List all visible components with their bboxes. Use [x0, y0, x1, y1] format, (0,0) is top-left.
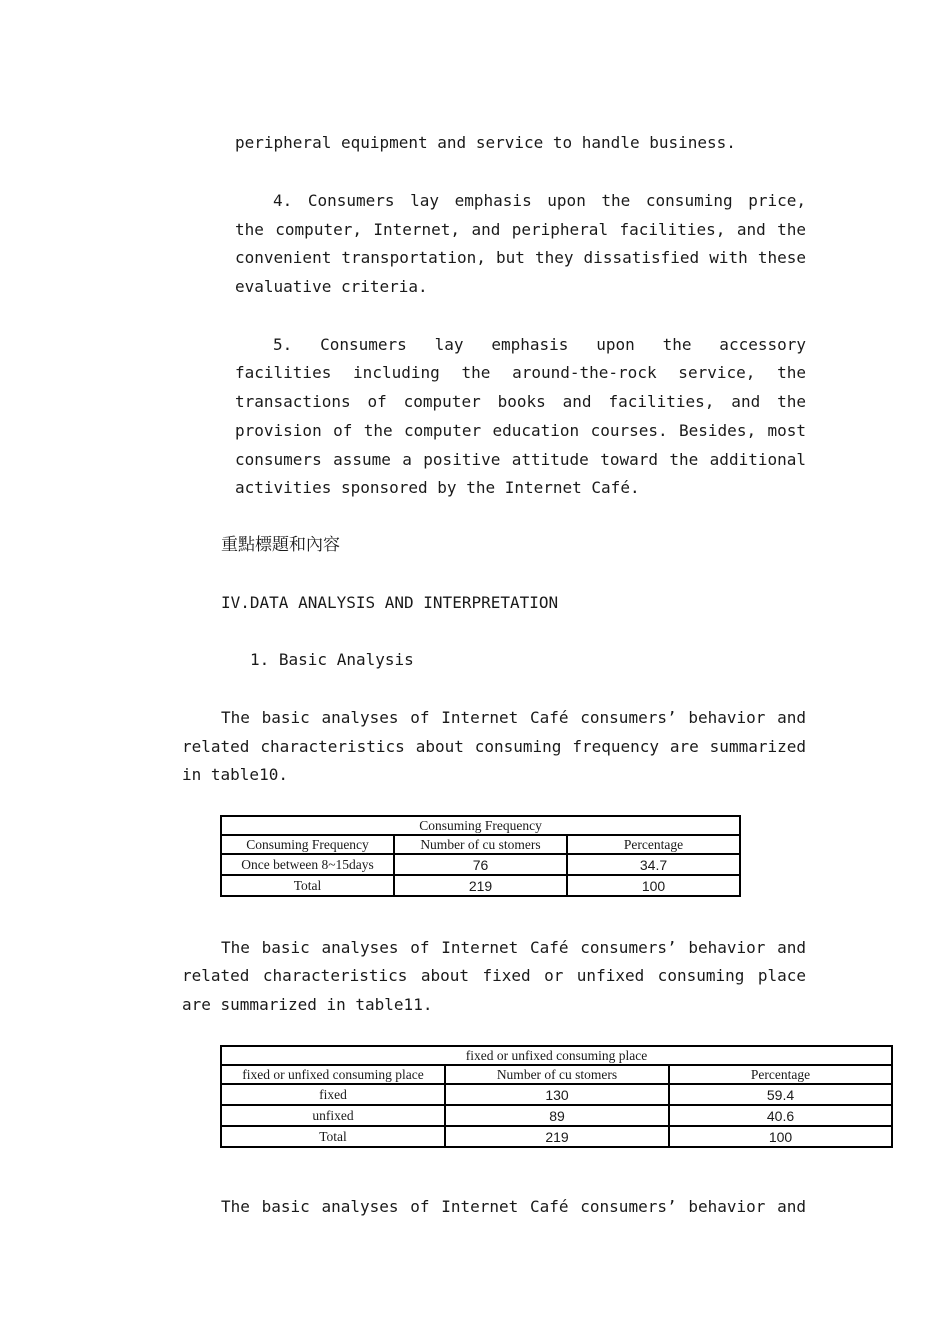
table-cell: 59.4 — [669, 1084, 892, 1105]
text-line: convenient transportation, but they dissatisfied with these — [235, 248, 806, 267]
column-header: Percentage — [567, 835, 740, 854]
table-cell: 219 — [445, 1126, 669, 1147]
column-header: Percentage — [669, 1065, 892, 1084]
table-cell: 76 — [394, 854, 567, 875]
subsection-title: 1. Basic Analysis — [250, 650, 414, 669]
text-line: provision of the computer education courses. Besides, most — [235, 421, 806, 440]
text-line: the computer, Internet, and peripheral facilities, and the — [235, 220, 806, 239]
text-line: The basic analyses of Internet Café consumers’ behavior and — [221, 1197, 806, 1216]
text-line: evaluative criteria. — [235, 277, 428, 296]
table-title: Consuming Frequency — [221, 816, 740, 835]
column-header: Number of cu stomers — [394, 835, 567, 854]
table-cell: 100 — [567, 875, 740, 896]
table-cell: 89 — [445, 1105, 669, 1126]
table-cell: 219 — [394, 875, 567, 896]
table-row — [221, 854, 740, 875]
text-line: The basic analyses of Internet Café consumers’ behavior and — [221, 708, 806, 727]
table-row — [221, 875, 740, 896]
table-cell: Total — [221, 1126, 445, 1147]
table-cell: 34.7 — [567, 854, 740, 875]
text-line: transactions of computer books and facilities, and the — [235, 392, 806, 411]
table-cell: 130 — [445, 1084, 669, 1105]
column-header: fixed or unfixed consuming place — [221, 1065, 445, 1084]
table-consuming-place — [220, 1045, 893, 1148]
table-cell: 100 — [669, 1126, 892, 1147]
text-line: peripheral equipment and service to handle business. — [235, 133, 736, 152]
column-header: Consuming Frequency — [221, 835, 394, 854]
table-row — [221, 1084, 892, 1105]
text-line: are summarized in table11. — [182, 995, 433, 1014]
text-line: The basic analyses of Internet Café consumers’ behavior and — [221, 938, 806, 957]
table-cell: Total — [221, 875, 394, 896]
table-cell: unfixed — [221, 1105, 445, 1126]
table-row — [221, 1105, 892, 1126]
section-title: IV.DATA ANALYSIS AND INTERPRETATION — [221, 593, 559, 612]
column-header: Number of cu stomers — [445, 1065, 669, 1084]
text-line: in table10. — [182, 765, 288, 784]
text-line: facilities including the around-the-rock service, the — [235, 363, 806, 382]
section-heading-cn: 重點標題和內容 — [221, 535, 340, 555]
text-line: 5. Consumers lay emphasis upon the accessory — [273, 335, 806, 354]
text-line: related characteristics about fixed or unfixed consuming place — [182, 966, 806, 985]
text-line: consumers assume a positive attitude toward the additional — [235, 450, 806, 469]
table-title: fixed or unfixed consuming place — [221, 1046, 892, 1065]
table-row — [221, 1126, 892, 1147]
table-consuming-frequency — [220, 815, 741, 897]
text-line: 4. Consumers lay emphasis upon the consuming price, — [273, 191, 806, 210]
table-cell: 40.6 — [669, 1105, 892, 1126]
text-line: related characteristics about consuming frequency are summarized — [182, 737, 806, 756]
table-cell: Once between 8~15days — [221, 854, 394, 875]
text-line: activities sponsored by the Internet Café. — [235, 478, 640, 497]
table-cell: fixed — [221, 1084, 445, 1105]
